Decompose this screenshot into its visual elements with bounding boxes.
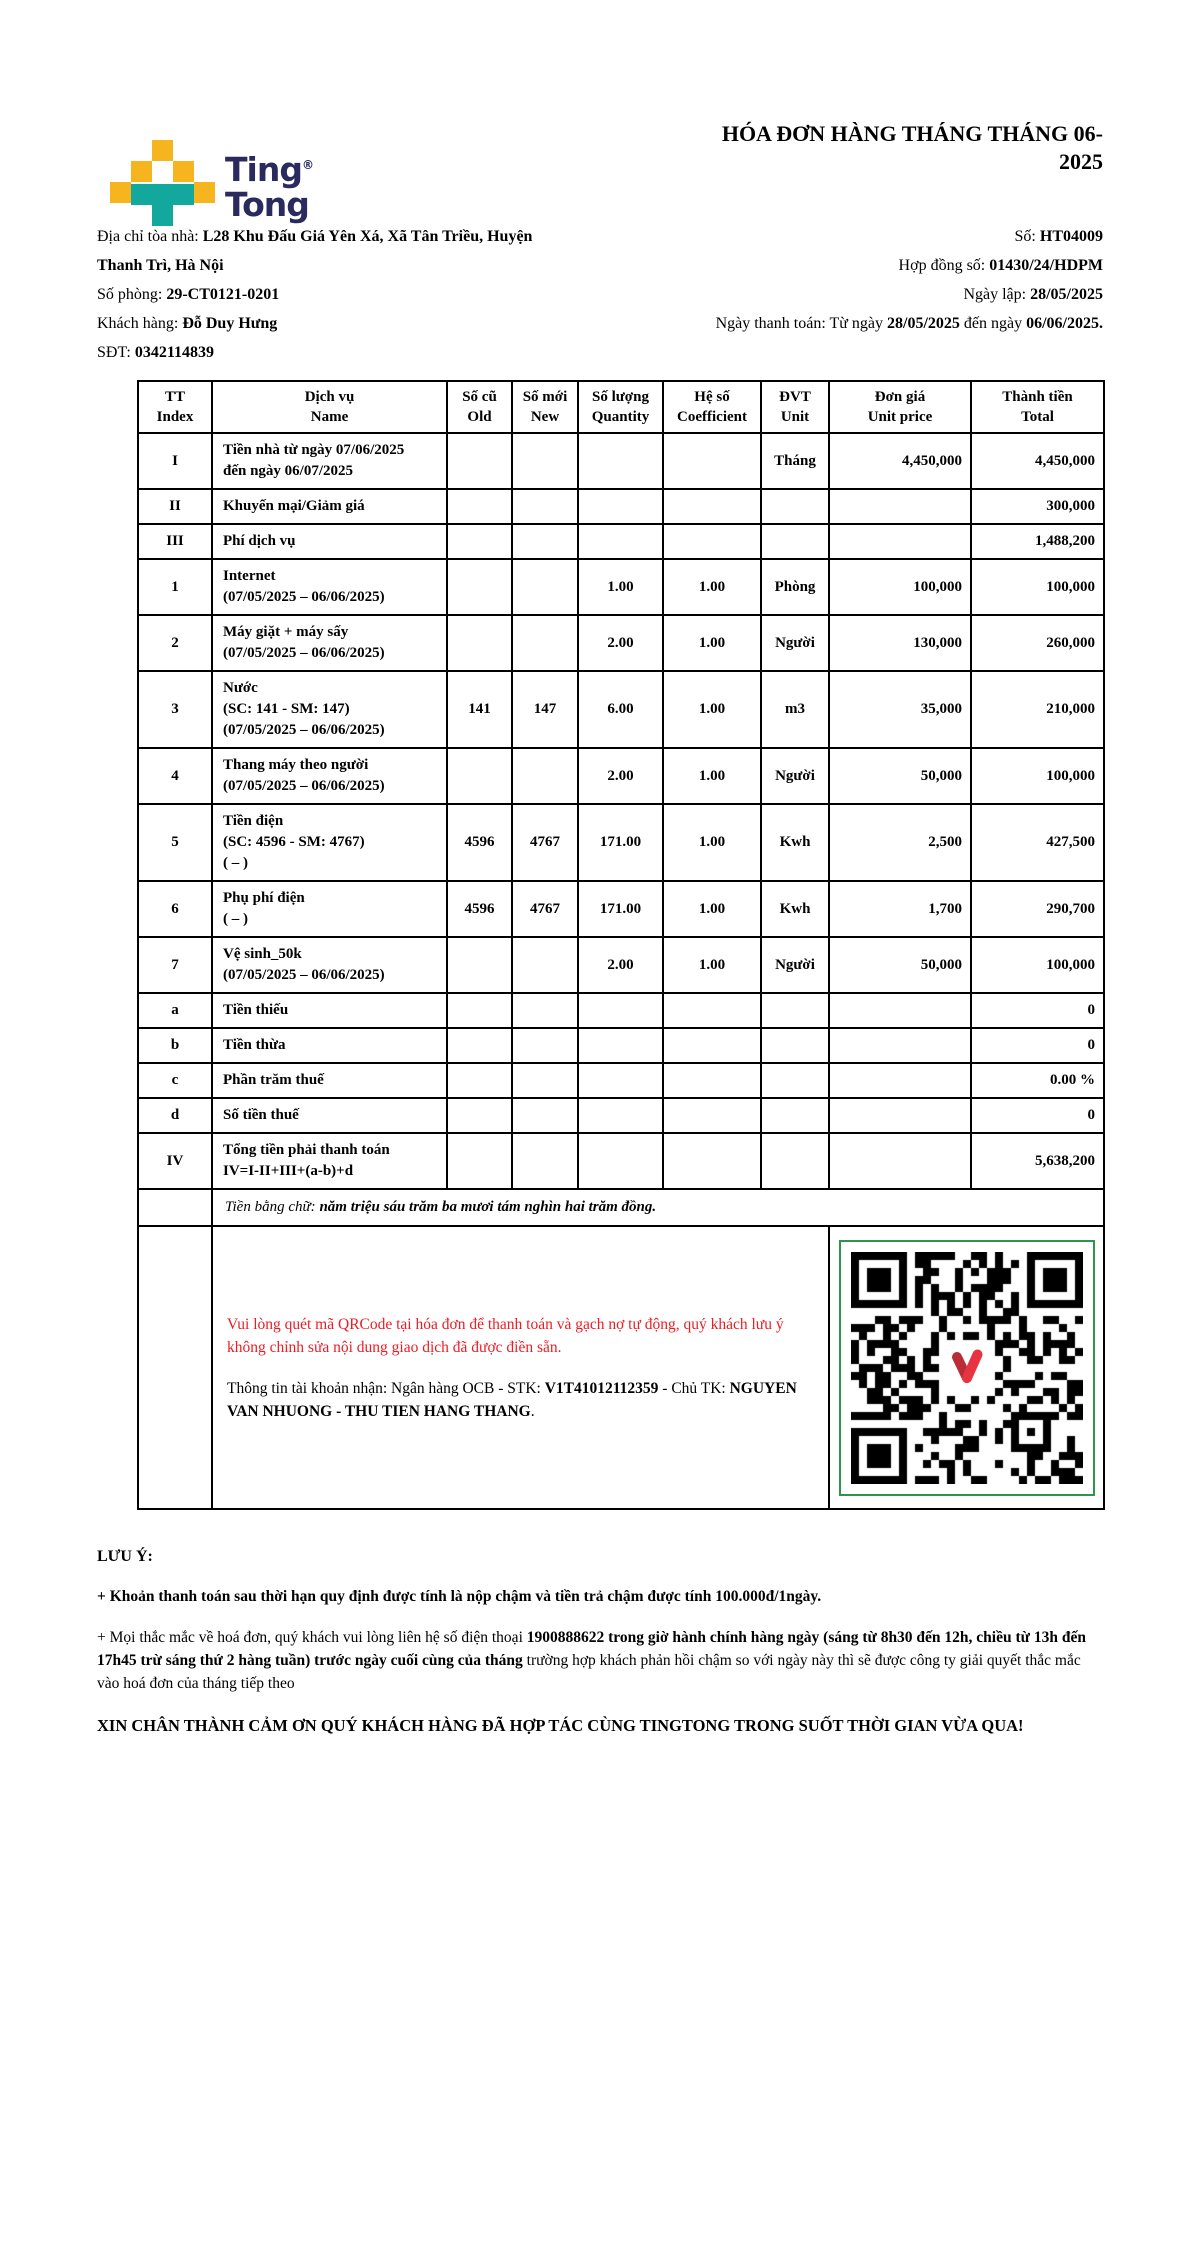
cell-unit: [761, 1028, 829, 1063]
registered-mark: ®: [301, 158, 314, 172]
cell-price: [829, 1063, 971, 1098]
cell-name: Tiền thừa: [212, 1028, 447, 1063]
cell-price: 2,500: [829, 804, 971, 881]
cell-price: 4,450,000: [829, 433, 971, 489]
cell-tt: III: [138, 524, 212, 559]
cell-qty: [578, 1063, 663, 1098]
room-number: Số phòng: 29-CT0121-0201: [97, 286, 280, 303]
cell-coef: 1.00: [663, 881, 761, 937]
cell-total: 100,000: [971, 937, 1104, 993]
invoice-number: Số: HT04009: [1014, 228, 1103, 245]
cell-old: 141: [447, 671, 512, 748]
cell-old: [447, 1028, 512, 1063]
cell-tt: 4: [138, 748, 212, 804]
cell-qty: [578, 993, 663, 1028]
col-header-total: Thành tiền Total: [971, 381, 1104, 433]
cell-coef: 1.00: [663, 804, 761, 881]
cell-coef: [663, 1098, 761, 1133]
contract-number: Hợp đồng số: 01430/24/HDPM: [898, 257, 1103, 274]
cell-total: 0.00 %: [971, 1063, 1104, 1098]
cell-qty: 1.00: [578, 559, 663, 615]
cell-unit: Kwh: [761, 881, 829, 937]
cell-name: Thang máy theo người (07/05/2025 – 06/06/2025): [212, 748, 447, 804]
cell-qty: 2.00: [578, 615, 663, 671]
cell-coef: 1.00: [663, 671, 761, 748]
cell-price: 35,000: [829, 671, 971, 748]
cell-name: Nước (SC: 141 - SM: 147) (07/05/2025 – 06/06/2025): [212, 671, 447, 748]
cell-new: [512, 748, 578, 804]
cell-tt: 6: [138, 881, 212, 937]
cell-coef: [663, 433, 761, 489]
cell-unit: [761, 1063, 829, 1098]
col-header-qty: Số lượng Quantity: [578, 381, 663, 433]
cell-price: [829, 993, 971, 1028]
footer-heading: LƯU Ý:: [97, 1548, 153, 1565]
cell-tt: 3: [138, 671, 212, 748]
info-right: [543, 222, 1103, 338]
invoice-table-body: [138, 433, 1104, 1189]
table-row: [138, 881, 1104, 937]
building-address: Địa chỉ tòa nhà: L28 Khu Đấu Giá Yên Xá, Xã Tân Triều, Huyện Thanh Trì, Hà Nội: [97, 228, 533, 274]
table-row: [138, 1028, 1104, 1063]
cell-coef: [663, 524, 761, 559]
cell-qty: 6.00: [578, 671, 663, 748]
cell-price: 50,000: [829, 937, 971, 993]
cell-qty: [578, 1098, 663, 1133]
vietqr-v-icon: [947, 1348, 987, 1388]
cell-old: [447, 559, 512, 615]
amount-in-words: Tiền bằng chữ: năm triệu sáu trăm ba mươi tám nghìn hai trăm đồng.: [212, 1189, 1104, 1226]
table-row: [138, 748, 1104, 804]
cell-unit: [761, 1133, 829, 1189]
cell-tt: IV: [138, 1133, 212, 1189]
col-header-unit: ĐVT Unit: [761, 381, 829, 433]
table-row: [138, 1098, 1104, 1133]
cell-name: Tổng tiền phải thanh toán IV=I-II+III+(a-b)+d: [212, 1133, 447, 1189]
cell-new: [512, 1133, 578, 1189]
cell-total: 260,000: [971, 615, 1104, 671]
payment-period: Ngày thanh toán: Từ ngày 28/05/2025 đến ngày 06/06/2025.: [715, 315, 1103, 332]
cell-unit: m3: [761, 671, 829, 748]
cell-price: [829, 489, 971, 524]
cell-tt: a: [138, 993, 212, 1028]
tingtong-logo-text: Ting® Tong: [225, 150, 314, 224]
cell-total: 5,638,200: [971, 1133, 1104, 1189]
cell-old: [447, 615, 512, 671]
cell-qty: 2.00: [578, 748, 663, 804]
cell-tt: d: [138, 1098, 212, 1133]
cell-coef: [663, 1028, 761, 1063]
footer-note-contact: + Mọi thắc mắc về hoá đơn, quý khách vui lòng liên hệ số điện thoại 1900888622 trong giờ hành chính hàng ngày (sáng từ 8h30 đến 12h, chiều từ 13h đến 17h45 trừ sáng thứ 2 hàng tuần) trước ngày cuối cùng của tháng trường hợp khách phản hồi chậm so với ngày này thì sẽ được công ty giải quyết thắc mắc vào hoá đơn của tháng tiếp theo: [97, 1629, 1086, 1692]
cell-qty: 171.00: [578, 804, 663, 881]
cell-coef: [663, 1133, 761, 1189]
cell-old: [447, 1133, 512, 1189]
cell-new: [512, 1098, 578, 1133]
cell-qty: [578, 524, 663, 559]
cell-unit: [761, 993, 829, 1028]
cell-old: [447, 1063, 512, 1098]
cell-name: Khuyến mại/Giảm giá: [212, 489, 447, 524]
table-row: [138, 615, 1104, 671]
table-row: [138, 937, 1104, 993]
table-row: [138, 524, 1104, 559]
qr-account-text: Thông tin tài khoản nhận: Ngân hàng OCB - STK: V1T41012112359 - Chủ TK: NGUYEN VAN NHUONG - THU TIEN HANG THANG.: [227, 1379, 797, 1420]
cell-new: [512, 615, 578, 671]
cell-name: Phần trăm thuế: [212, 1063, 447, 1098]
cell-old: [447, 433, 512, 489]
cell-tt: II: [138, 489, 212, 524]
info-left: [97, 222, 577, 367]
cell-unit: Phòng: [761, 559, 829, 615]
cell-coef: [663, 993, 761, 1028]
cell-coef: 1.00: [663, 937, 761, 993]
col-header-old: Số cũ Old: [447, 381, 512, 433]
cell-total: 210,000: [971, 671, 1104, 748]
cell-tt: c: [138, 1063, 212, 1098]
cell-coef: [663, 1063, 761, 1098]
cell-price: 130,000: [829, 615, 971, 671]
cell-total: 290,700: [971, 881, 1104, 937]
cell-unit: Người: [761, 937, 829, 993]
amount-in-words-row: [138, 1189, 1104, 1226]
cell-new: [512, 559, 578, 615]
cell-old: [447, 1098, 512, 1133]
col-header-price: Đơn giá Unit price: [829, 381, 971, 433]
cell-name: Tiền điện (SC: 4596 - SM: 4767) ( – ): [212, 804, 447, 881]
cell-unit: Người: [761, 748, 829, 804]
table-row: [138, 804, 1104, 881]
cell-qty: 171.00: [578, 881, 663, 937]
cell-price: 1,700: [829, 881, 971, 937]
cell-old: [447, 524, 512, 559]
cell-old: [447, 937, 512, 993]
col-header-coef: Hệ số Coefficient: [663, 381, 761, 433]
cell-unit: Người: [761, 615, 829, 671]
cell-name: Tiền nhà từ ngày 07/06/2025 đến ngày 06/07/2025: [212, 433, 447, 489]
cell-qty: [578, 433, 663, 489]
table-row: [138, 671, 1104, 748]
cell-old: 4596: [447, 804, 512, 881]
invoice-title: HÓA ĐƠN HÀNG THÁNG THÁNG 06- 2025: [721, 121, 1103, 174]
qr-row: [138, 1226, 1104, 1509]
cell-new: [512, 489, 578, 524]
cell-total: 1,488,200: [971, 524, 1104, 559]
cell-coef: [663, 489, 761, 524]
cell-name: Vệ sinh_50k (07/05/2025 – 06/06/2025): [212, 937, 447, 993]
cell-price: [829, 1028, 971, 1063]
customer-name: Khách hàng: Đỗ Duy Hưng: [97, 315, 278, 332]
cell-new: 4767: [512, 881, 578, 937]
cell-total: 100,000: [971, 559, 1104, 615]
cell-price: 50,000: [829, 748, 971, 804]
cell-tt: 1: [138, 559, 212, 615]
cell-old: [447, 489, 512, 524]
invoice-table-head: [138, 381, 1104, 433]
payment-qr-code: [839, 1240, 1095, 1496]
cell-coef: 1.00: [663, 748, 761, 804]
table-row: [138, 559, 1104, 615]
cell-old: [447, 993, 512, 1028]
header-row: [138, 381, 1104, 433]
cell-qty: [578, 1028, 663, 1063]
cell-old: [447, 748, 512, 804]
cell-coef: 1.00: [663, 559, 761, 615]
table-row: [138, 1133, 1104, 1189]
cell-total: 0: [971, 1028, 1104, 1063]
cell-total: 427,500: [971, 804, 1104, 881]
cell-unit: Kwh: [761, 804, 829, 881]
cell-new: [512, 433, 578, 489]
cell-total: 0: [971, 1098, 1104, 1133]
cell-price: [829, 1133, 971, 1189]
cell-name: Internet (07/05/2025 – 06/06/2025): [212, 559, 447, 615]
cell-name: Máy giặt + máy sấy (07/05/2025 – 06/06/2025): [212, 615, 447, 671]
cell-unit: [761, 1098, 829, 1133]
cell-tt: 2: [138, 615, 212, 671]
footer-thanks: XIN CHÂN THÀNH CẢM ƠN QUÝ KHÁCH HÀNG ĐÃ HỢP TÁC CÙNG TINGTONG TRONG SUỐT THỜI GIAN VỪA QUA!: [97, 1716, 1024, 1735]
cell-coef: 1.00: [663, 615, 761, 671]
tingtong-logo: [110, 140, 314, 226]
cell-new: [512, 993, 578, 1028]
cell-tt: b: [138, 1028, 212, 1063]
issue-date: Ngày lập: 28/05/2025: [963, 286, 1103, 303]
table-row: [138, 1063, 1104, 1098]
cell-tt: 5: [138, 804, 212, 881]
cell-qty: [578, 489, 663, 524]
cell-new: [512, 524, 578, 559]
cell-unit: Tháng: [761, 433, 829, 489]
cell-total: 0: [971, 993, 1104, 1028]
cell-price: [829, 1098, 971, 1133]
cell-price: 100,000: [829, 559, 971, 615]
cell-total: 100,000: [971, 748, 1104, 804]
cell-qty: 2.00: [578, 937, 663, 993]
cell-total: 300,000: [971, 489, 1104, 524]
cell-old: 4596: [447, 881, 512, 937]
cell-new: 4767: [512, 804, 578, 881]
table-row: [138, 489, 1104, 524]
table-row: [138, 433, 1104, 489]
qr-warning-text: Vui lòng quét mã QRCode tại hóa đơn để thanh toán và gạch nợ tự động, quý khách lưu ý không chỉnh sửa nội dung giao dịch đã được điền sẵn.: [227, 1315, 784, 1356]
cell-new: [512, 937, 578, 993]
qr-instructions: [212, 1226, 829, 1509]
cell-name: Phụ phí điện ( – ): [212, 881, 447, 937]
invoice-table-special: [138, 1189, 1104, 1509]
cell-name: Phí dịch vụ: [212, 524, 447, 559]
cell-unit: [761, 524, 829, 559]
cell-name: Số tiền thuế: [212, 1098, 447, 1133]
cell-total: 4,450,000: [971, 433, 1104, 489]
cell-tt: I: [138, 433, 212, 489]
cell-qty: [578, 1133, 663, 1189]
cell-new: [512, 1028, 578, 1063]
cell-name: Tiền thiếu: [212, 993, 447, 1028]
cell-new: 147: [512, 671, 578, 748]
invoice-table: [137, 380, 1105, 1510]
col-header-tt: TT Index: [138, 381, 212, 433]
cell-tt: 7: [138, 937, 212, 993]
tingtong-logo-icon: [110, 140, 215, 226]
cell-unit: [761, 489, 829, 524]
cell-price: [829, 524, 971, 559]
col-header-name: Dịch vụ Name: [212, 381, 447, 433]
footer-notes: [97, 1548, 1105, 1738]
col-header-new: Số mới New: [512, 381, 578, 433]
customer-phone: SĐT: 0342114839: [97, 344, 214, 361]
cell-new: [512, 1063, 578, 1098]
table-row: [138, 993, 1104, 1028]
footer-note-late-fee: + Khoản thanh toán sau thời hạn quy định được tính là nộp chậm và tiền trả chậm được tính 100.000đ/1ngày.: [97, 1588, 822, 1605]
